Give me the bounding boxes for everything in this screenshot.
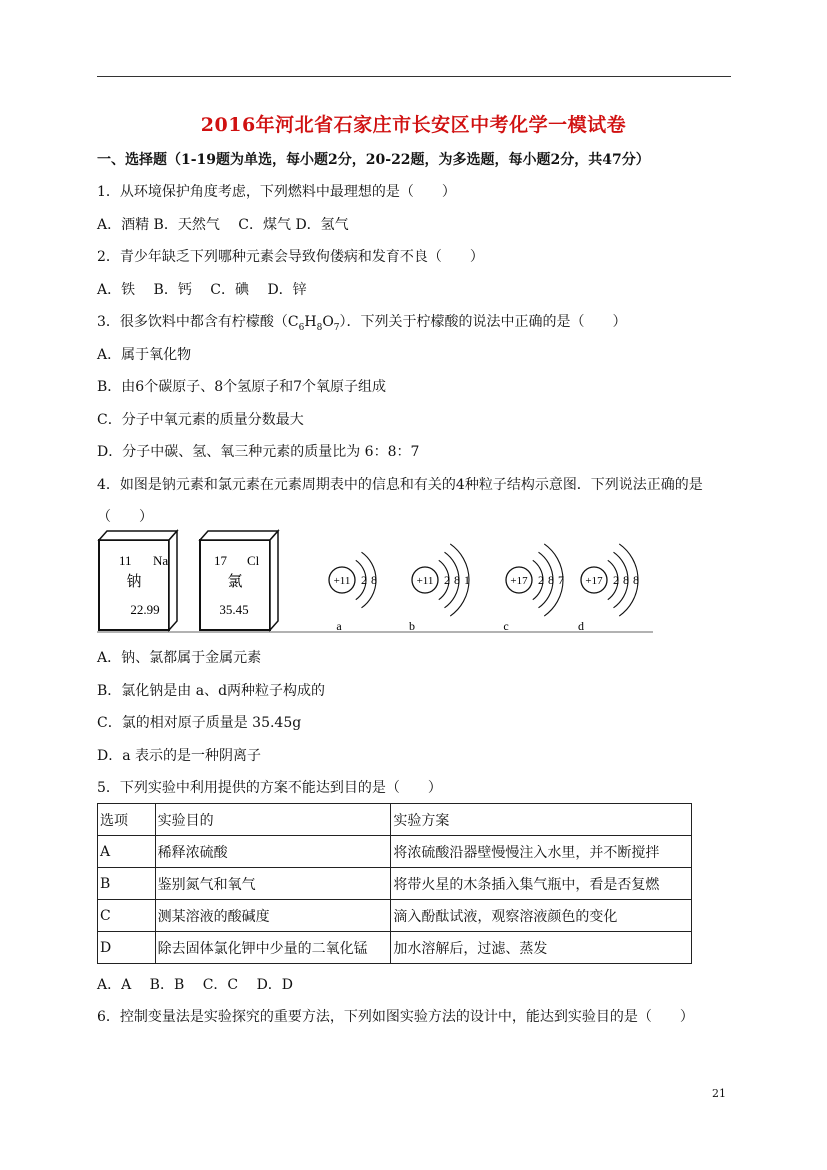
q3-option-b: B．由6个碳原子、8个氢原子和7个氧原子组成 bbox=[97, 379, 387, 395]
shell-electron-count: 2 bbox=[613, 573, 619, 587]
cl-atomic-number: 17 bbox=[214, 553, 227, 568]
particle-label: c bbox=[503, 619, 509, 633]
table-header-cell: 实验方案 bbox=[391, 804, 692, 836]
table-header-row bbox=[98, 804, 692, 836]
q6-stem: 6．控制变量法是实验探究的重要方法，下列如图实验方法的设计中，能达到实验目的是（ ） bbox=[97, 1009, 694, 1025]
na-symbol: Na bbox=[153, 553, 169, 568]
na-atomic-number: 11 bbox=[119, 553, 132, 568]
nucleus-charge: +11 bbox=[416, 575, 434, 587]
table-cell: B bbox=[98, 868, 156, 900]
table-cell: C bbox=[98, 900, 156, 932]
particle-label: a bbox=[336, 619, 342, 633]
shell-electron-count: 8 bbox=[371, 573, 377, 587]
chlorine-element-cell bbox=[200, 531, 278, 630]
shell-electron-count: 8 bbox=[633, 573, 639, 587]
q3-option-c: C．分子中氧元素的质量分数最大 bbox=[97, 412, 304, 428]
table-cell: 将浓硫酸沿器壁慢慢注入水里，并不断搅拌 bbox=[391, 836, 692, 868]
section-heading: 一、选择题（1-19题为单选，每小题2分，20-22题，为多选题，每小题2分，共47分） bbox=[97, 152, 650, 168]
table-cell: 稀释浓硫酸 bbox=[155, 836, 391, 868]
particle-diagram bbox=[409, 544, 470, 633]
q4-option-d: D．a 表示的是一种阴离子 bbox=[97, 748, 262, 764]
formula-part: H bbox=[304, 314, 317, 330]
table-cell: 除去固体氯化钾中少量的二氧化锰 bbox=[155, 932, 391, 964]
shell-electron-count: 8 bbox=[454, 573, 460, 587]
table-row bbox=[98, 900, 692, 932]
q3-stem bbox=[97, 313, 627, 337]
table-header-cell: 实验目的 bbox=[155, 804, 391, 836]
table-cell: 加水溶解后，过滤、蒸发 bbox=[391, 932, 692, 964]
q1-options: A．酒精 B．天然气 C．煤气 D．氢气 bbox=[97, 217, 349, 233]
nucleus-charge: +17 bbox=[510, 575, 528, 587]
q2-stem: 2．青少年缺乏下列哪种元素会导致佝偻病和发育不良（ ） bbox=[97, 249, 484, 265]
nucleus-charge: +17 bbox=[585, 575, 603, 587]
q4-option-c: C．氯的相对原子质量是 35.45g bbox=[97, 715, 302, 731]
table-row bbox=[98, 836, 692, 868]
table-cell: 测某溶液的酸碱度 bbox=[155, 900, 391, 932]
formula-sub: 6 bbox=[298, 322, 305, 333]
exam-title: 2016年河北省石家庄市长安区中考化学一模试卷 bbox=[200, 114, 627, 136]
particle-diagram bbox=[503, 544, 564, 633]
table-cell: D bbox=[98, 932, 156, 964]
shell-electron-count: 8 bbox=[623, 573, 629, 587]
shell-electron-count: 2 bbox=[538, 573, 544, 587]
q2-options: A．铁 B．钙 C．碘 D．锌 bbox=[97, 282, 307, 298]
cl-mass: 35.45 bbox=[219, 602, 249, 617]
table-cell: 将带火星的木条插入集气瓶中，看是否复燃 bbox=[391, 868, 692, 900]
na-name: 钠 bbox=[126, 574, 142, 590]
shell-electron-count: 2 bbox=[444, 573, 450, 587]
formula-sub: 8 bbox=[316, 322, 323, 333]
formula-part: O bbox=[322, 314, 334, 330]
particle-label: b bbox=[409, 619, 415, 633]
particle-diagrams bbox=[329, 544, 639, 633]
q3-option-a: A．属于氧化物 bbox=[97, 347, 192, 363]
table-cell: 滴入酚酞试液，观察溶液颜色的变化 bbox=[391, 900, 692, 932]
q3-option-d: D．分子中碳、氢、氧三种元素的质量比为 6：8：7 bbox=[97, 444, 420, 460]
experiment-table bbox=[97, 803, 692, 964]
q3-stem-start: 3．很多饮料中都含有柠檬酸（C bbox=[97, 314, 299, 330]
page-number: 21 bbox=[712, 1087, 726, 1100]
q1-stem: 1．从环境保护角度考虑，下列燃料中最理想的是（ ） bbox=[97, 184, 456, 200]
formula-sub: 7 bbox=[333, 322, 340, 333]
q3-stem-end: ）．下列关于柠檬酸的说法中正确的是（ ） bbox=[339, 314, 627, 330]
shell-electron-count: 8 bbox=[548, 573, 554, 587]
q4-option-a: A．钠、氯都属于金属元素 bbox=[97, 650, 262, 666]
particle-diagram bbox=[329, 552, 377, 633]
table-row bbox=[98, 932, 692, 964]
q4-figure bbox=[97, 528, 653, 636]
sodium-element-cell bbox=[99, 531, 177, 630]
q5-stem: 5．下列实验中利用提供的方案不能达到目的是（ ） bbox=[97, 780, 442, 796]
header-rule bbox=[97, 76, 731, 77]
cl-symbol: Cl bbox=[247, 553, 260, 568]
na-mass: 22.99 bbox=[130, 602, 160, 617]
particle-label: d bbox=[578, 619, 584, 633]
table-header-cell: 选项 bbox=[98, 804, 156, 836]
shell-electron-count: 1 bbox=[464, 573, 470, 587]
table-cell: 鉴别氮气和氧气 bbox=[155, 868, 391, 900]
particle-diagram bbox=[578, 544, 639, 633]
shell-electron-count: 7 bbox=[558, 573, 564, 587]
q5-options: A．A B．B C．C D．D bbox=[97, 977, 294, 993]
table-row bbox=[98, 868, 692, 900]
cl-name: 氯 bbox=[227, 574, 243, 590]
nucleus-charge: +11 bbox=[333, 575, 351, 587]
q4-option-b: B．氯化钠是由 a、d两种粒子构成的 bbox=[97, 683, 326, 699]
table-cell: A bbox=[98, 836, 156, 868]
q4-stem: 4．如图是钠元素和氯元素在元素周期表中的信息和有关的4种粒子结构示意图．下列说法正确的是 bbox=[97, 477, 703, 493]
shell-electron-count: 2 bbox=[361, 573, 367, 587]
q4-stem-cont: （ ） bbox=[97, 509, 153, 525]
